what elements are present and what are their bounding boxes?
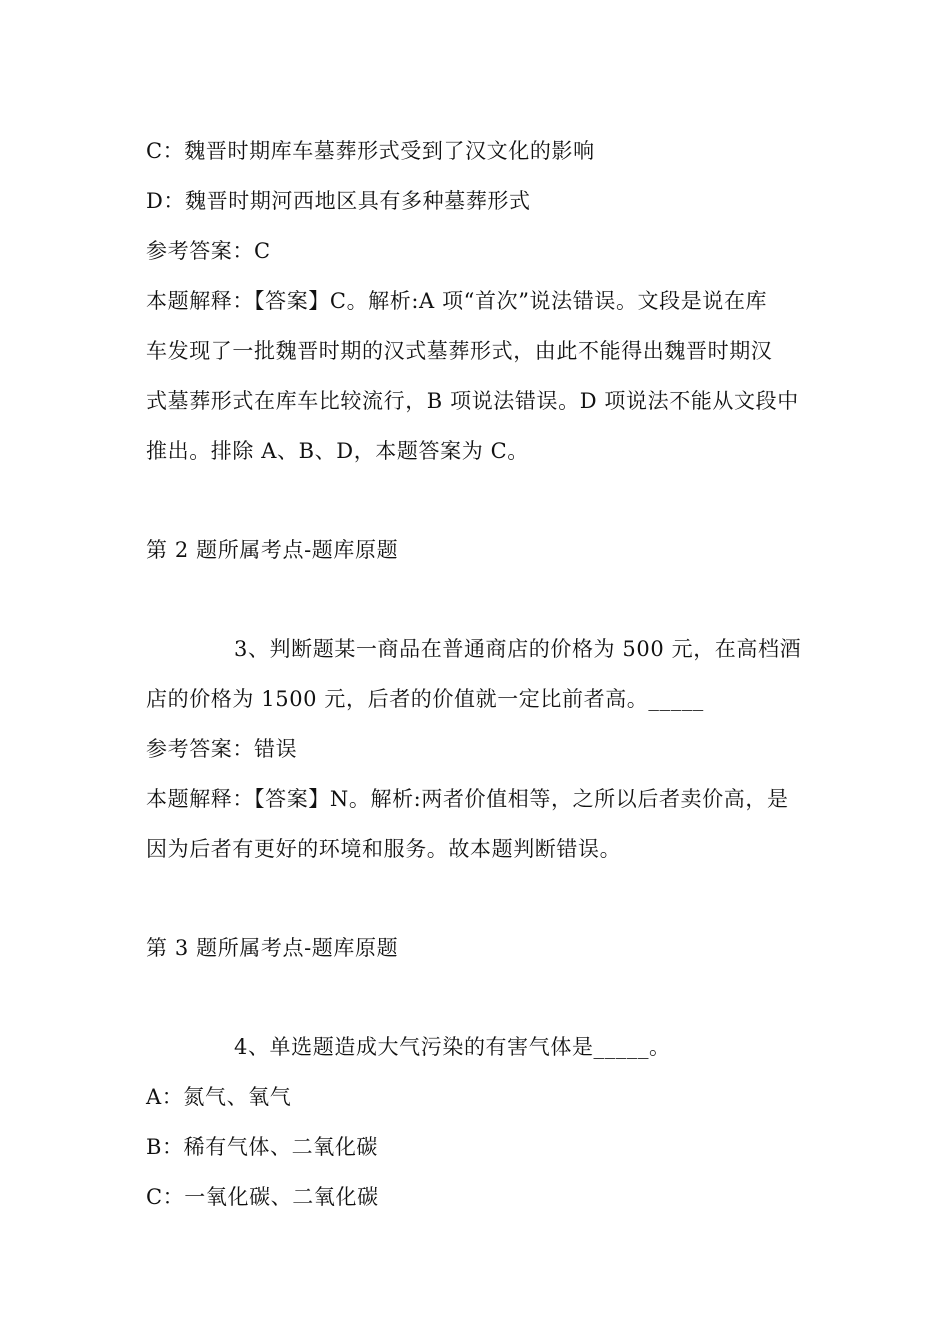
- q1-answer: 参考答案：C: [146, 239, 271, 263]
- q3-question-line: 3、判断题某一商品在普通商店的价格为 500 元，在高档酒: [234, 637, 802, 661]
- q4-option-b: B：稀有气体、二氧化碳: [146, 1135, 379, 1159]
- q2-source-label: 第 2 题所属考点-题库原题: [146, 538, 399, 562]
- q4-option-c: C：一氧化碳、二氧化碳: [146, 1185, 379, 1209]
- q1-explanation-line: 式墓葬形式在库车比较流行，B 项说法错误。D 项说法不能从文段中: [146, 389, 799, 413]
- q4-option-a: A：氮气、氧气: [146, 1085, 292, 1109]
- q4-question: 4、单选题造成大气污染的有害气体是_____。: [234, 1035, 671, 1059]
- q3-explanation-line: 因为后者有更好的环境和服务。故本题判断错误。: [146, 837, 622, 861]
- q1-option-d: D：魏晋时期河西地区具有多种墓葬形式: [146, 189, 531, 213]
- q3-source-label: 第 3 题所属考点-题库原题: [146, 936, 399, 960]
- q3-question-line: 店的价格为 1500 元，后者的价值就一定比前者高。_____: [146, 687, 704, 711]
- q3-answer: 参考答案：错误: [146, 737, 298, 761]
- q1-option-c: C：魏晋时期库车墓葬形式受到了汉文化的影响: [146, 139, 595, 163]
- q1-explanation-line: 推出。排除 A、B、D，本题答案为 C。: [146, 439, 529, 463]
- q1-explanation-line: 本题解释：【答案】C。解析:A 项“首次”说法错误。文段是说在库: [146, 289, 768, 313]
- q1-explanation-line: 车发现了一批魏晋时期的汉式墓葬形式，由此不能得出魏晋时期汉: [146, 339, 773, 363]
- q3-explanation-line: 本题解释：【答案】N。解析:两者价值相等，之所以后者卖价高，是: [146, 787, 789, 811]
